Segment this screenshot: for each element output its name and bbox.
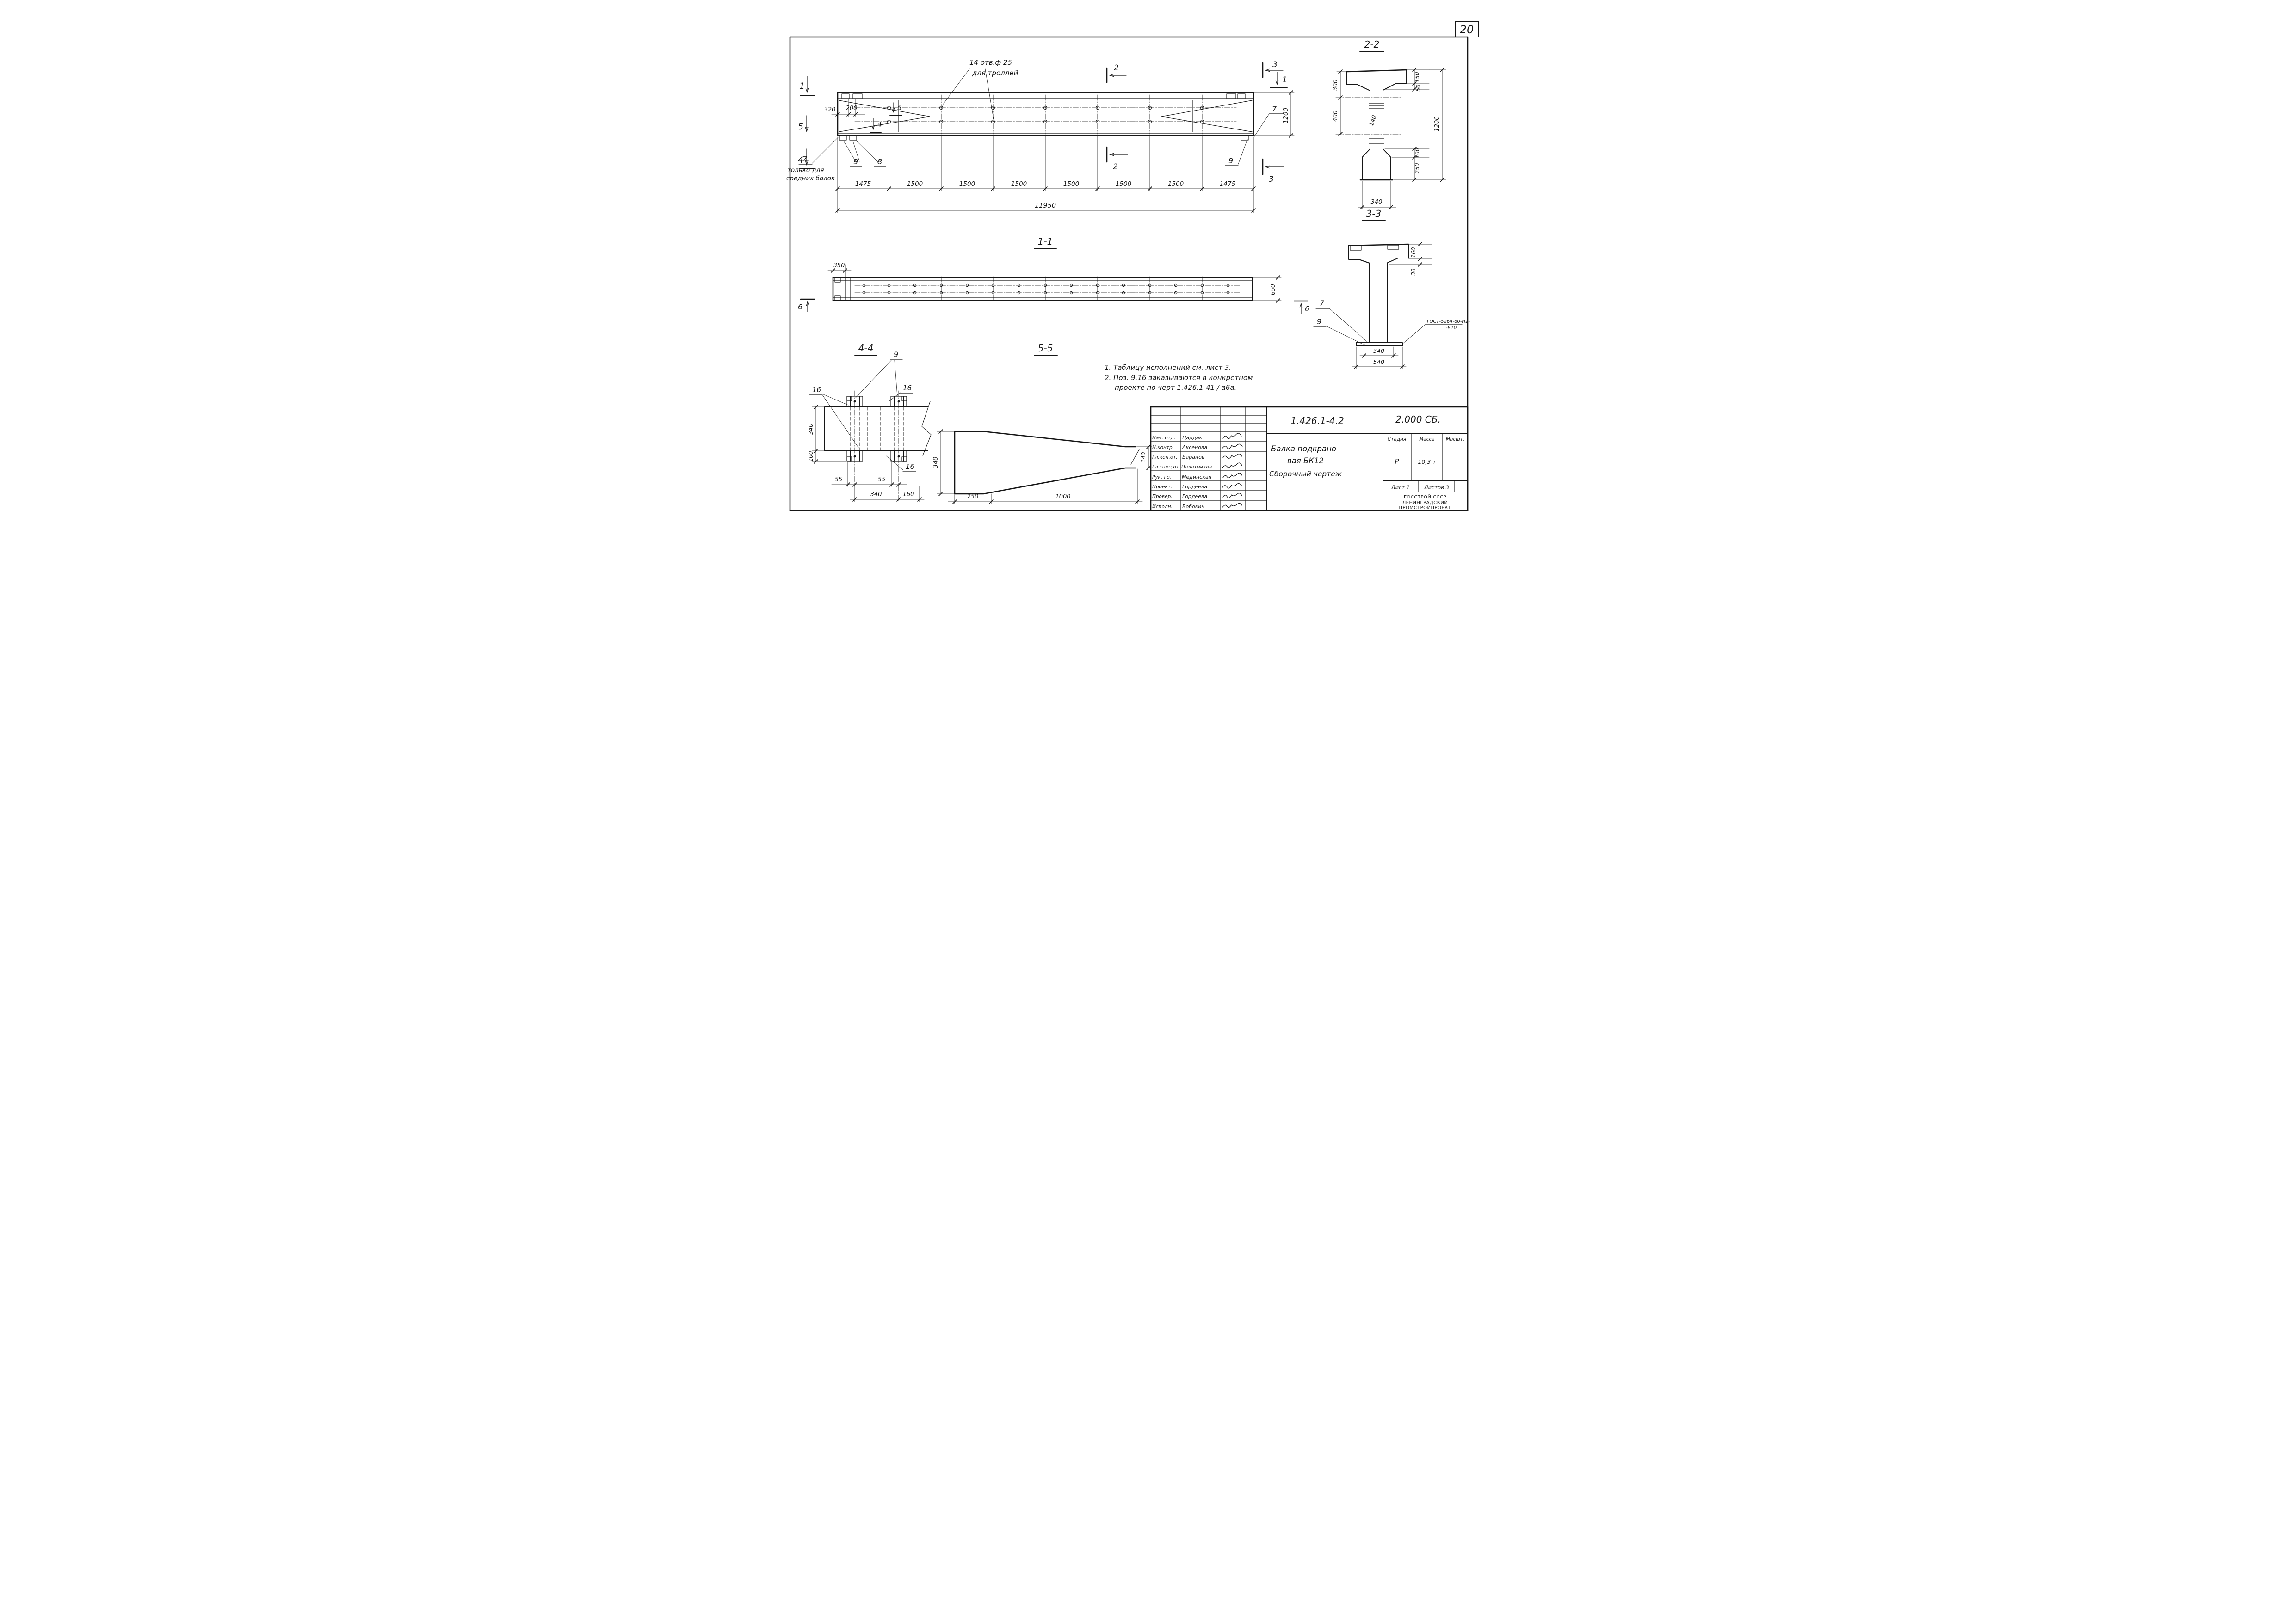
dim-340-s33: 340: [1373, 347, 1384, 354]
pos-9-left: 9: [853, 157, 858, 166]
signature: [1222, 503, 1242, 507]
drawing-sheet: [785, 0, 1511, 513]
mark-2-bottom: 2: [1113, 162, 1118, 172]
section-4-4-label: 4-4: [858, 343, 874, 354]
section-1-1: [798, 236, 1309, 314]
seg-dim-6: 1500: [1167, 180, 1184, 188]
weld-note-line1: ГОСТ-5264-80-Н1-: [1427, 319, 1470, 324]
section-4-4: [807, 343, 931, 502]
doc-title-line1: Балка подкрано-: [1271, 444, 1339, 453]
dim-320: 320: [824, 106, 836, 113]
org-line3: ПРОМСТРОЙПРОЕКТ: [1399, 505, 1451, 511]
signature: [1223, 433, 1241, 439]
mark-1-right: 1: [1282, 75, 1287, 85]
notes: [1105, 363, 1253, 392]
staff-name: Бобович: [1182, 504, 1204, 510]
left-note-line2: средних балок: [786, 175, 835, 182]
stage-value: Р: [1395, 457, 1399, 466]
dim-350: 350: [833, 262, 845, 269]
seg-dim-1: 1500: [907, 180, 923, 188]
staff-name: Баранов: [1182, 454, 1205, 460]
pos-7-left: 7: [802, 154, 808, 163]
pos-16-right: 16: [903, 384, 912, 392]
dim-340v-s44: 340: [807, 424, 814, 435]
total-dim: 11950: [1034, 202, 1056, 209]
staff-role: Гл.спец.от.: [1152, 464, 1181, 470]
staff-name: Палатников: [1181, 464, 1212, 470]
org-line1: ГОССТРОЙ СССР: [1403, 495, 1447, 500]
mark-4-label: 4: [798, 155, 804, 165]
mark-5-label: 5: [798, 122, 804, 132]
staff-role: Нач. отд.: [1152, 435, 1176, 441]
staff-name: Гордеева: [1182, 493, 1208, 499]
mark-4-inner: 4: [877, 120, 882, 129]
staff-role: Исполн.: [1152, 504, 1173, 510]
seg-dim-5: 1500: [1115, 180, 1132, 188]
dim-50: 50: [1415, 84, 1421, 92]
dim-400: 400: [1332, 111, 1339, 122]
dim-200: 200: [846, 105, 858, 112]
seg-dim-0: 1475: [855, 180, 871, 188]
staff-role: Рук. гр.: [1152, 474, 1172, 480]
dim-140: 140: [1367, 114, 1378, 127]
dim-55-b: 55: [877, 476, 886, 483]
seg-dim-4: 1500: [1063, 180, 1080, 188]
signatures: [1222, 433, 1242, 507]
section-3-3: [1314, 208, 1470, 369]
dim-300: 300: [1332, 80, 1339, 91]
doc-code: 2.000 СБ.: [1395, 414, 1441, 425]
dim-160-s44: 160: [902, 491, 914, 498]
pos-9-s44: 9: [894, 350, 899, 359]
signature: [1223, 493, 1242, 498]
dim-160: 160: [1410, 247, 1417, 258]
staff-names: [1181, 435, 1212, 510]
pos-16-left: 16: [812, 386, 821, 394]
staff-name: Гордеева: [1182, 484, 1208, 490]
pos-7-right: 7: [1272, 105, 1277, 113]
dim-140-s55: 140: [1140, 452, 1147, 463]
mark-6-right: 6: [1305, 304, 1310, 313]
weld-note-line2: -Б10: [1446, 326, 1457, 331]
plan-holes: [863, 284, 1229, 294]
note-line-1: 1. Таблицу исполнений см. лист 3.: [1105, 363, 1232, 372]
mark-2-top: 2: [1114, 63, 1119, 73]
pos-8-left: 8: [877, 157, 883, 166]
staff-roles: [1152, 435, 1180, 510]
section-2-2-label: 2-2: [1364, 39, 1380, 50]
org-line2: ЛЕНИНГРАДСКИЙ: [1402, 500, 1448, 505]
seg-dim-7: 1475: [1219, 180, 1236, 188]
page-number: 20: [1459, 23, 1474, 36]
mark-3-top: 3: [1272, 60, 1278, 69]
stage-label: Стадия: [1387, 437, 1407, 442]
dim-340-s44: 340: [870, 491, 882, 498]
trolley-holes: [888, 95, 1204, 134]
dimension-chain: [836, 136, 1255, 213]
sheet-frame: [790, 21, 1478, 511]
dim-30: 30: [1410, 268, 1417, 276]
section-1-1-label: 1-1: [1037, 236, 1053, 247]
note-line-2: 2. Поз. 9,16 заказываются в конкретном: [1105, 374, 1253, 382]
staff-role: Гл.кон.от.: [1152, 455, 1178, 460]
staff-name: Аксенова: [1182, 444, 1208, 450]
dim-250-s55: 250: [967, 493, 979, 500]
sheet-value: Лист 1: [1391, 484, 1410, 491]
pos-9-right: 9: [1228, 156, 1234, 165]
seg-dim-2: 1500: [959, 180, 975, 188]
staff-name: Мединская: [1182, 474, 1212, 480]
sheets-value: Листов 3: [1424, 484, 1449, 491]
staff-role: Провер.: [1152, 494, 1173, 499]
section-2-2: [1332, 39, 1446, 209]
holes-callout-line1: 14 отв.ф 25: [969, 58, 1012, 67]
dim-340-s55: 340: [932, 456, 939, 468]
title-block: [1151, 407, 1468, 511]
mark-6-left: 6: [798, 302, 803, 311]
elevation-view: [786, 58, 1294, 213]
dim-1000-s55: 1000: [1055, 493, 1071, 500]
signature: [1222, 444, 1242, 449]
signature: [1223, 454, 1242, 459]
mark-1-label: 1: [799, 81, 805, 91]
dim-250: 250: [1414, 163, 1420, 174]
note-line-3: проекте по черт 1.426.1-41 / а6а.: [1115, 383, 1237, 392]
seg-dim-3: 1500: [1011, 180, 1027, 188]
pos-9-s33: 9: [1317, 317, 1322, 326]
crane-beam-drawing: [785, 0, 1511, 513]
pos-7-s33: 7: [1320, 299, 1325, 308]
section-5-5-label: 5-5: [1037, 343, 1053, 354]
mass-label: Масса: [1419, 437, 1435, 442]
dim-1200-s22: 1200: [1434, 116, 1441, 132]
dim-1200-elev: 1200: [1282, 107, 1290, 124]
scale-label: Масшт.: [1445, 437, 1465, 442]
holes-callout: [942, 58, 1080, 119]
dim-150: 150: [1414, 72, 1420, 83]
dim-540: 540: [1373, 358, 1384, 365]
doc-number: 1.426.1-4.2: [1290, 415, 1344, 426]
staff-role: Проект.: [1152, 484, 1173, 490]
staff-role: Н.контр.: [1152, 445, 1174, 450]
doc-title-line2: вая БК12: [1287, 456, 1324, 465]
mark-5-inner: 5: [897, 104, 902, 112]
holes-callout-line2: для троллей: [972, 69, 1018, 77]
doc-title-line3: Сборочный чертеж: [1269, 470, 1342, 478]
signature: [1222, 463, 1242, 468]
dim-650: 650: [1269, 284, 1276, 295]
left-note-line1: только для: [787, 166, 824, 174]
mark-3-bottom: 3: [1269, 175, 1274, 184]
dim-340-s22: 340: [1370, 199, 1383, 206]
signature: [1222, 484, 1242, 488]
pos-16-bottom: 16: [906, 462, 915, 471]
dim-100: 100: [1414, 148, 1420, 159]
section-3-3-label: 3-3: [1366, 208, 1382, 219]
mass-value: 10,3 т: [1418, 458, 1436, 465]
signature: [1223, 473, 1242, 478]
staff-name: Цардак: [1182, 435, 1203, 441]
dim-100-s44: 100: [808, 451, 814, 462]
dim-55-a: 55: [834, 476, 843, 483]
